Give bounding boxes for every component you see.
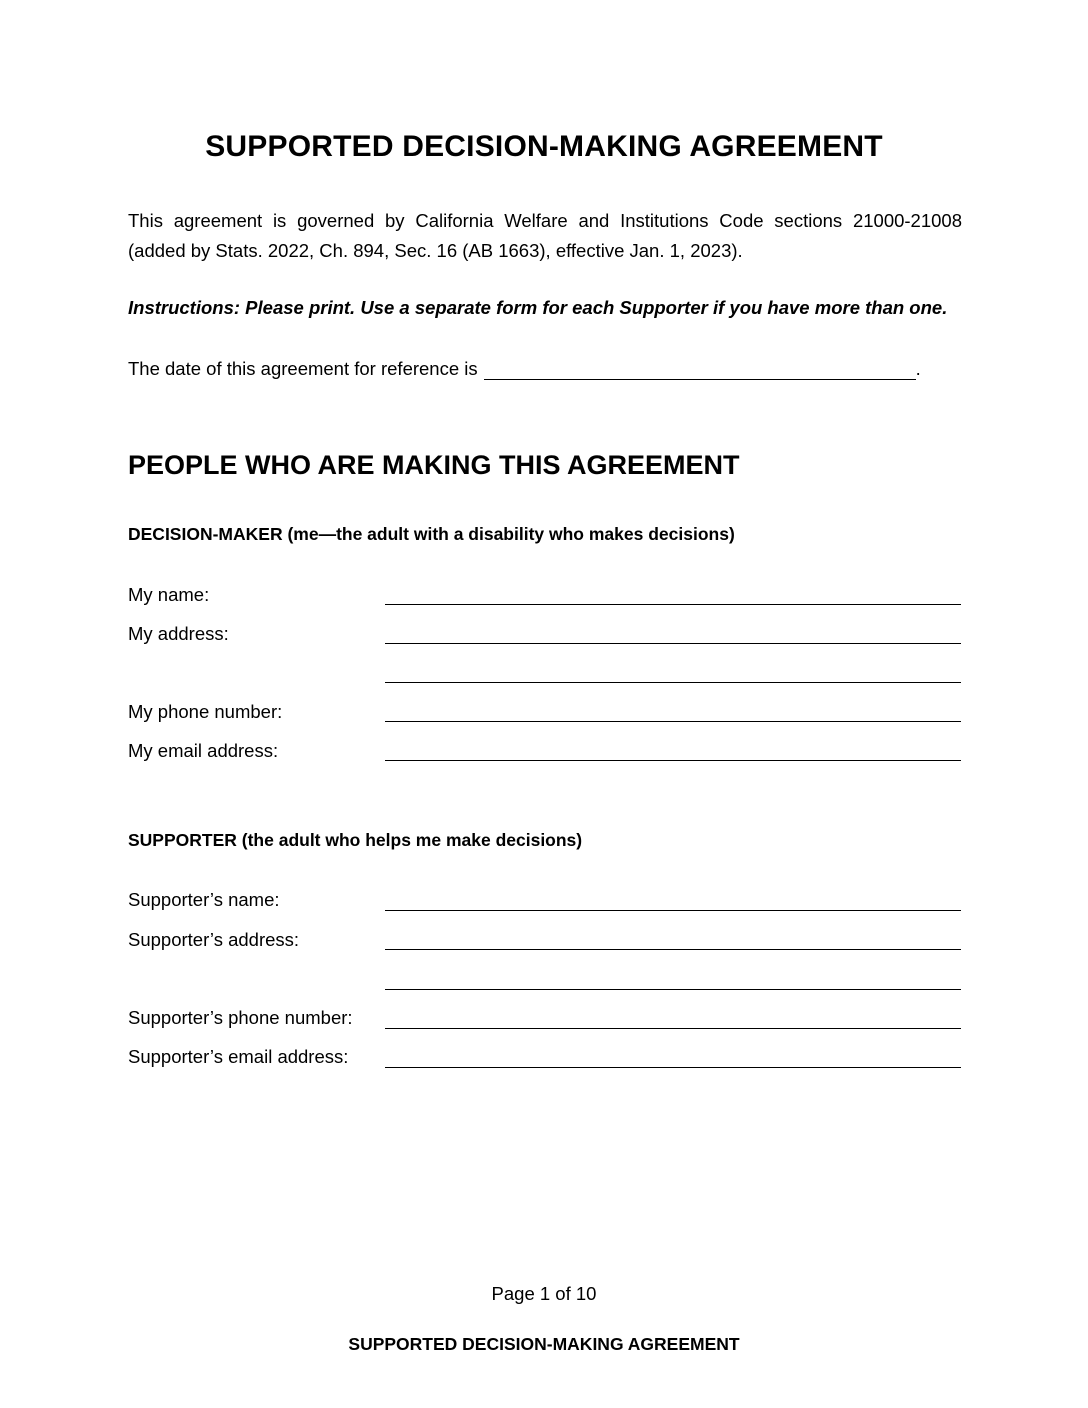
my-phone-label: My phone number: xyxy=(128,701,283,722)
my-address-field-line2[interactable] xyxy=(385,682,961,683)
supporter-heading: SUPPORTER (the adult who helps me make decisions) xyxy=(128,830,583,850)
my-address-field-line1[interactable] xyxy=(385,643,961,644)
supporter-name-field[interactable] xyxy=(385,910,961,911)
date-field[interactable] xyxy=(484,357,916,380)
my-email-field[interactable] xyxy=(385,760,961,761)
my-address-label: My address: xyxy=(128,623,229,644)
supporter-address-field-line1[interactable] xyxy=(385,949,961,950)
my-name-field[interactable] xyxy=(385,604,961,605)
supporter-email-label: Supporter’s email address: xyxy=(128,1046,349,1067)
supporter-phone-field[interactable] xyxy=(385,1028,961,1029)
date-suffix: . xyxy=(915,358,921,379)
intro-paragraph: This agreement is governed by California Welfare and Institutions Code sections 21000-21008 (added by Stats. 2022, Ch. 894, Sec. 16 (AB 1663), effective Jan. 1, 2023). xyxy=(128,210,962,261)
people-heading: PEOPLE WHO ARE MAKING THIS AGREEMENT xyxy=(128,450,740,480)
decision-maker-heading: DECISION-MAKER (me—the adult with a disability who makes decisions) xyxy=(128,524,735,544)
supporter-address-label: Supporter’s address: xyxy=(128,929,300,950)
footer-title: SUPPORTED DECISION-MAKING AGREEMENT xyxy=(348,1334,740,1354)
instructions-text: Instructions: Please print. Use a separate form for each Supporter if you have more than one. xyxy=(128,297,948,318)
my-name-label: My name: xyxy=(128,584,210,605)
my-phone-field[interactable] xyxy=(385,721,961,722)
page-number: Page 1 of 10 xyxy=(491,1283,597,1304)
supporter-email-field[interactable] xyxy=(385,1067,961,1068)
supporter-phone-label: Supporter’s phone number: xyxy=(128,1007,353,1028)
date-prefix-label: The date of this agreement for reference is xyxy=(128,358,478,379)
my-email-label: My email address: xyxy=(128,740,279,761)
date-row xyxy=(128,357,921,380)
supporter-address-field-line2[interactable] xyxy=(385,989,961,990)
supporter-name-label: Supporter’s name: xyxy=(128,889,280,910)
document-title: SUPPORTED DECISION-MAKING AGREEMENT xyxy=(205,130,883,163)
